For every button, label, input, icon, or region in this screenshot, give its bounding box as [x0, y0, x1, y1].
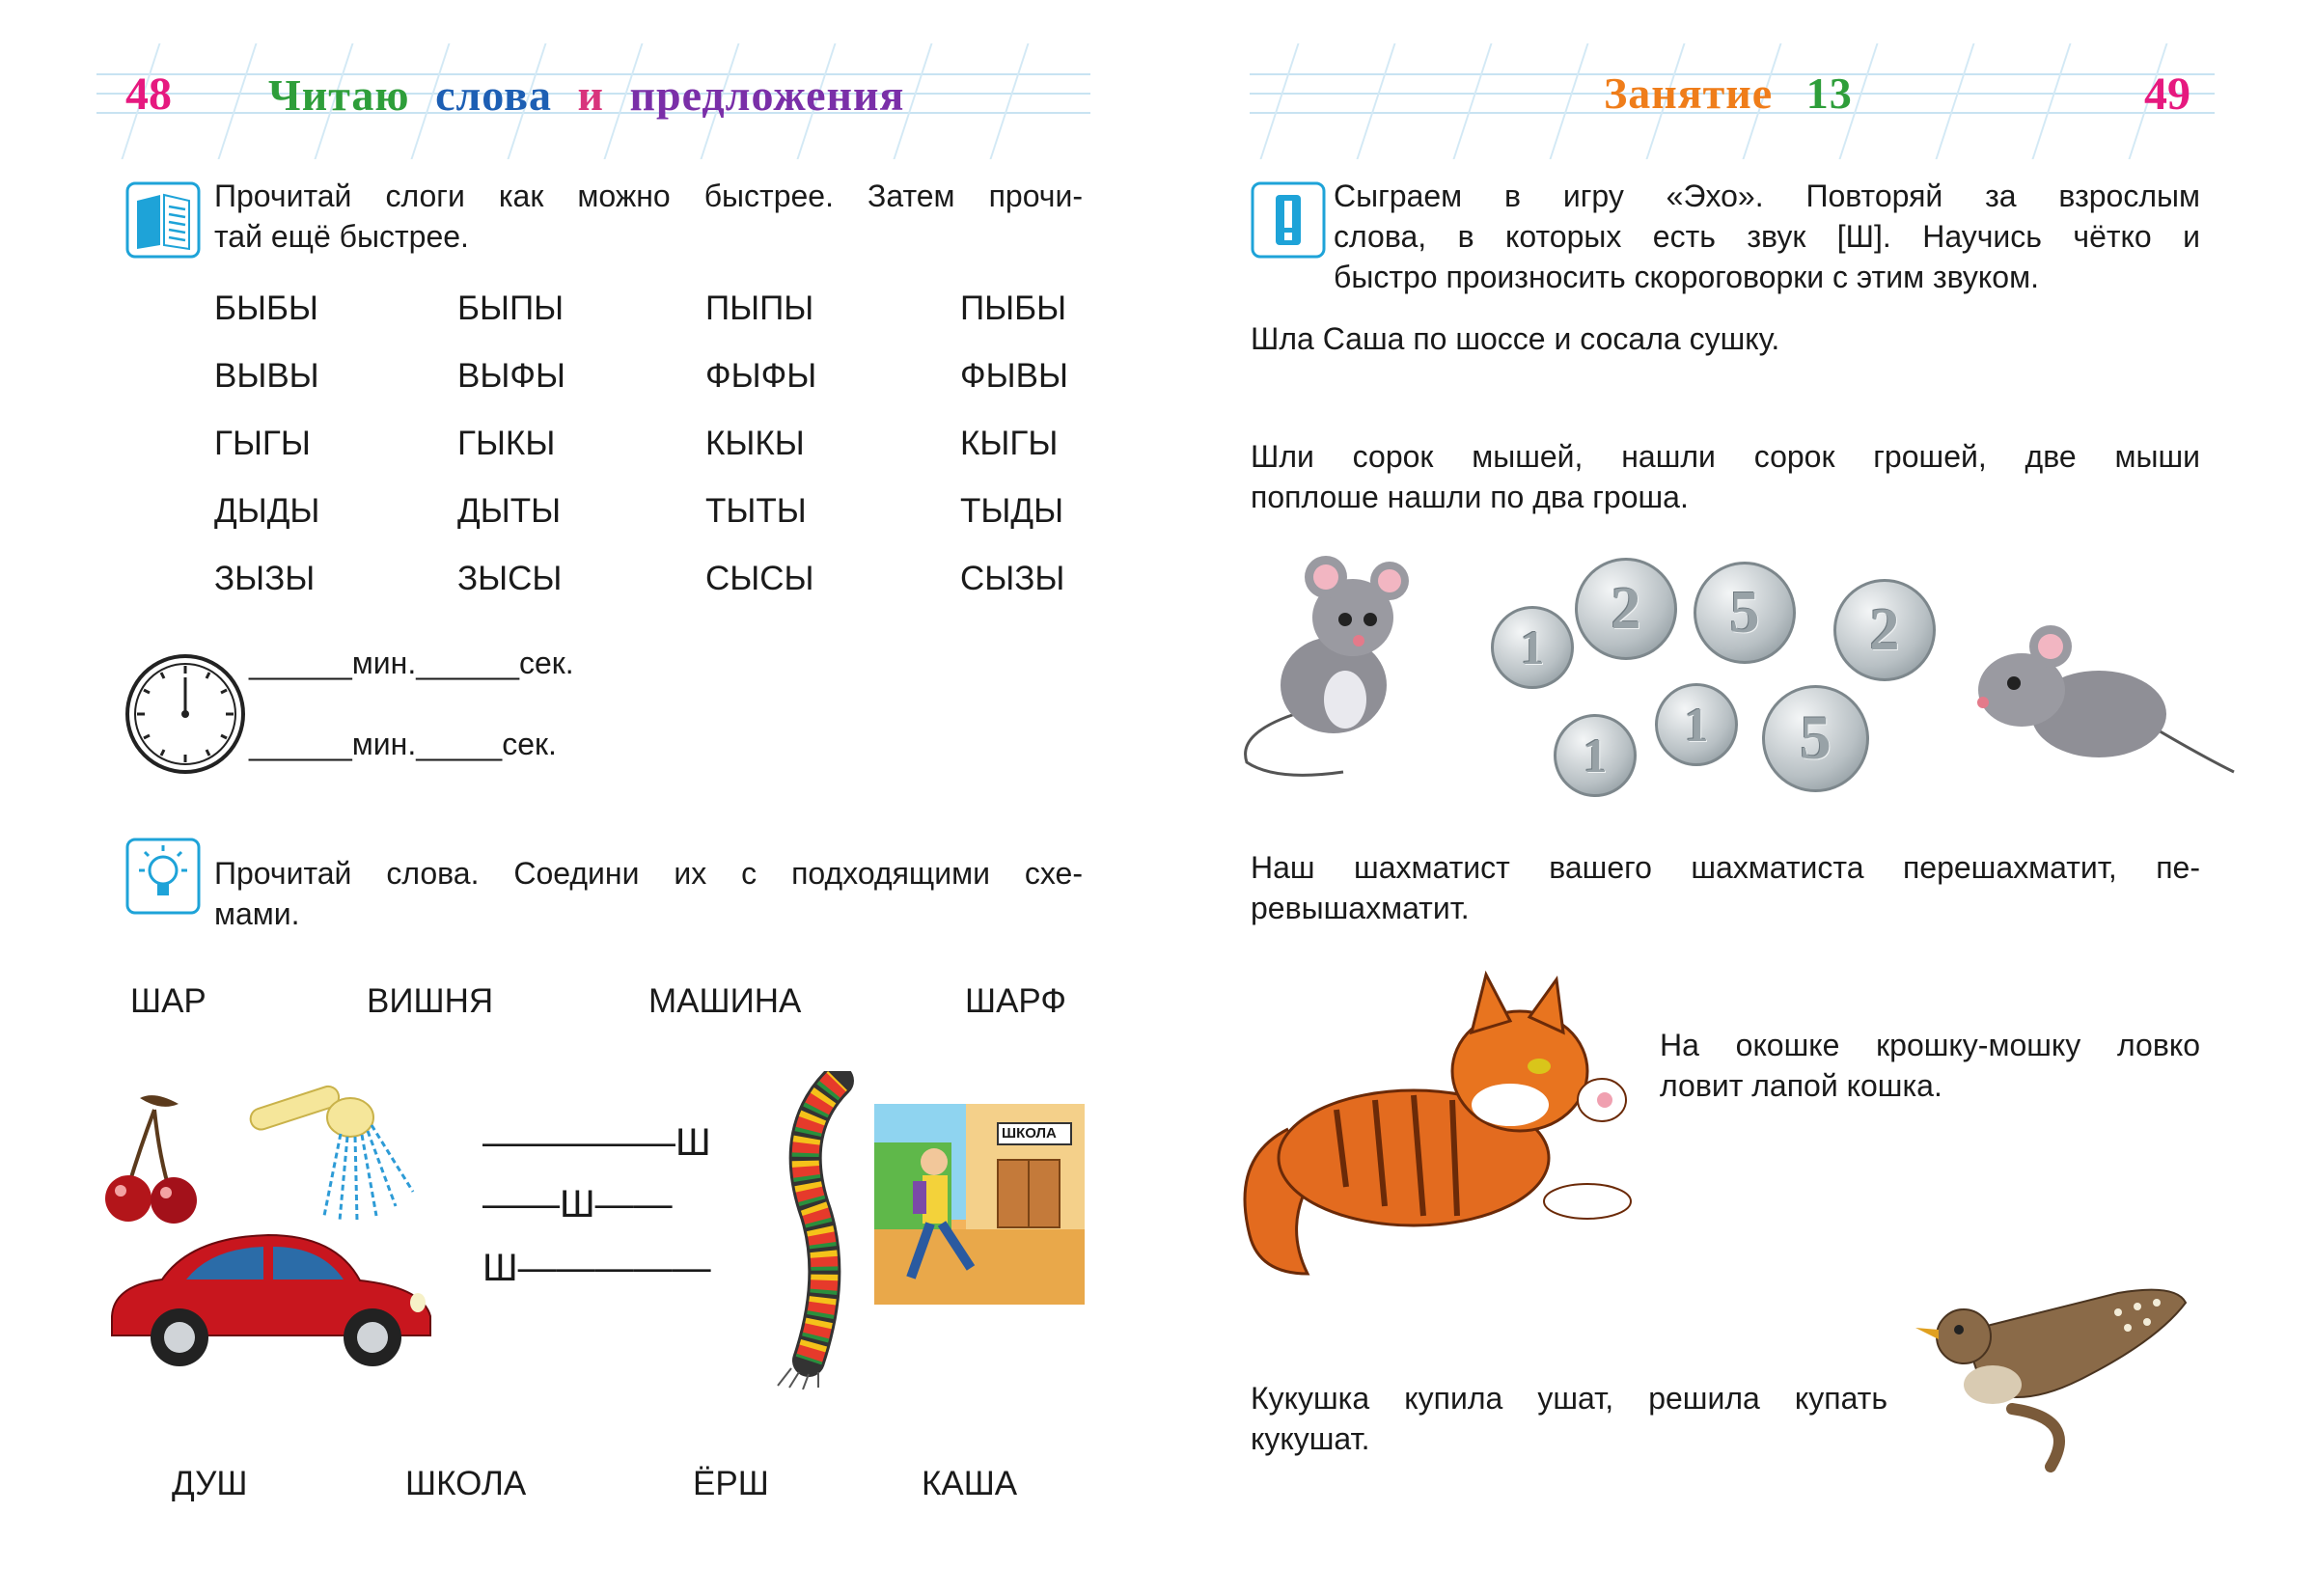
word-mashina[interactable]: МАШИНА [648, 982, 802, 1020]
syllable-cell: ВЫВЫ [214, 357, 319, 395]
school-image [874, 1104, 1085, 1305]
syllable-cell: СЫЗЫ [960, 560, 1065, 597]
twister-5-line1: Кукушка купила ушат, решила купать [1251, 1381, 1887, 1416]
coin [1575, 558, 1677, 660]
syllable-cell: БЫБЫ [214, 289, 318, 327]
coin-value: 1 [1684, 698, 1709, 752]
car-image [104, 1227, 437, 1377]
word-shkola[interactable]: ШКОЛА [405, 1465, 527, 1502]
twister-4-line1: На окошке крошку-мошку ловко [1660, 1028, 2200, 1062]
syllable-cell: КЫКЫ [705, 425, 805, 462]
syllable-cell: СЫСЫ [705, 560, 814, 597]
task1-line1: Прочитай слоги как можно быстрее. Затем прочи- [214, 179, 1083, 213]
exclamation-icon [1251, 181, 1326, 263]
syllable-cell: ВЫФЫ [457, 357, 565, 395]
task2-line1: Прочитай слова. Соедини их с подходящими схе- [214, 856, 1083, 891]
title-word-4: предложения [629, 70, 905, 120]
coin-value: 1 [1520, 620, 1545, 674]
twister-2-line2: поплоше нашли по два гроша. [1251, 480, 1689, 514]
scheme-2[interactable]: ——Ш—— [482, 1183, 673, 1225]
lesson-number: 13 [1805, 69, 1853, 118]
coin [1694, 562, 1796, 664]
syllable-cell: ЗЫЗЫ [214, 560, 316, 597]
clock-icon [124, 652, 247, 781]
syllable-cell: ДЫТЫ [457, 492, 562, 530]
syllable-cell: ТЫТЫ [705, 492, 807, 530]
task-right-line3: быстро произносить скороговорки с этим звуком. [1334, 260, 2039, 294]
twister-5-line2: кукушат. [1251, 1421, 1370, 1456]
syllable-cell: ФЫВЫ [960, 357, 1068, 395]
lightbulb-icon [125, 838, 201, 920]
twister-2-line1: Шли сорок мышей, нашли сорок грошей, две мыши [1251, 439, 2200, 474]
coin-value: 2 [1869, 596, 1900, 663]
coin [1655, 683, 1738, 766]
page-number-left: 48 [125, 69, 172, 120]
word-sharf[interactable]: ШАРФ [965, 982, 1066, 1020]
task1-line2: тай ещё быстрее. [214, 219, 469, 254]
mouse-right-image [1954, 608, 2244, 786]
word-shar[interactable]: ШАР [130, 982, 207, 1020]
syllable-cell: БЫПЫ [457, 289, 565, 327]
coin [1554, 714, 1637, 797]
coin [1762, 685, 1869, 792]
syllable-cell: ТЫДЫ [960, 492, 1064, 530]
twister-3-line2: ревышахматит. [1251, 891, 1470, 925]
task-right-line1: Сыграем в игру «Эхо». Повторяй за взрослым [1334, 179, 2200, 213]
word-kasha[interactable]: КАША [922, 1465, 1018, 1502]
cat-image [1221, 955, 1645, 1293]
scheme-3[interactable]: Ш————— [482, 1247, 711, 1289]
task2-line2: мами. [214, 896, 300, 931]
page-number-right: 49 [2144, 69, 2190, 120]
task-right-line2: слова, в которых есть звук [Ш]. Научись чётко и [1334, 219, 2200, 254]
word-dush[interactable]: ДУШ [172, 1465, 248, 1502]
coin-value: 5 [1800, 703, 1832, 773]
cherry-image [101, 1090, 207, 1230]
coin-value: 5 [1729, 579, 1760, 646]
timer-line-2[interactable]: ______мин._____сек. [249, 727, 557, 761]
cuckoo-image [1906, 1274, 2195, 1491]
mouse-left-image [1237, 540, 1440, 786]
lesson-label: Занятие [1604, 69, 1774, 118]
page-title-left [268, 69, 904, 121]
word-yorsh[interactable]: ЁРШ [693, 1465, 769, 1502]
title-word-1: Читаю [268, 70, 410, 120]
syllable-cell: ПЫБЫ [960, 289, 1067, 327]
coin-value: 2 [1611, 575, 1641, 642]
syllable-cell: ДЫДЫ [214, 492, 320, 530]
syllable-cell: ГЫГЫ [214, 425, 311, 462]
title-word-2: слова [435, 70, 552, 120]
title-word-3: и [577, 70, 605, 120]
school-sign: ШКОЛА [1002, 1125, 1057, 1142]
syllable-cell: ЗЫСЫ [457, 560, 563, 597]
page-title-right [1604, 68, 1853, 119]
coin [1491, 606, 1574, 689]
coin [1833, 579, 1936, 681]
scheme-1[interactable]: —————Ш [482, 1121, 711, 1164]
shower-image [239, 1081, 423, 1230]
syllable-cell: ФЫФЫ [705, 357, 817, 395]
scarf-image [770, 1071, 876, 1394]
coin-value: 1 [1583, 729, 1608, 783]
word-vishnya[interactable]: ВИШНЯ [367, 982, 494, 1020]
syllable-cell: КЫГЫ [960, 425, 1059, 462]
twister-3-line1: Наш шахматист вашего шахматиста перешахматит, пе- [1251, 850, 2200, 885]
syllable-cell: ПЫПЫ [705, 289, 814, 327]
twister-4-line2: ловит лапой кошка. [1660, 1068, 1942, 1103]
book-icon [125, 181, 201, 263]
syllable-cell: ГЫКЫ [457, 425, 556, 462]
timer-line-1[interactable]: ______мин.______сек. [249, 646, 574, 680]
twister-1: Шла Саша по шоссе и сосала сушку. [1251, 321, 1780, 356]
